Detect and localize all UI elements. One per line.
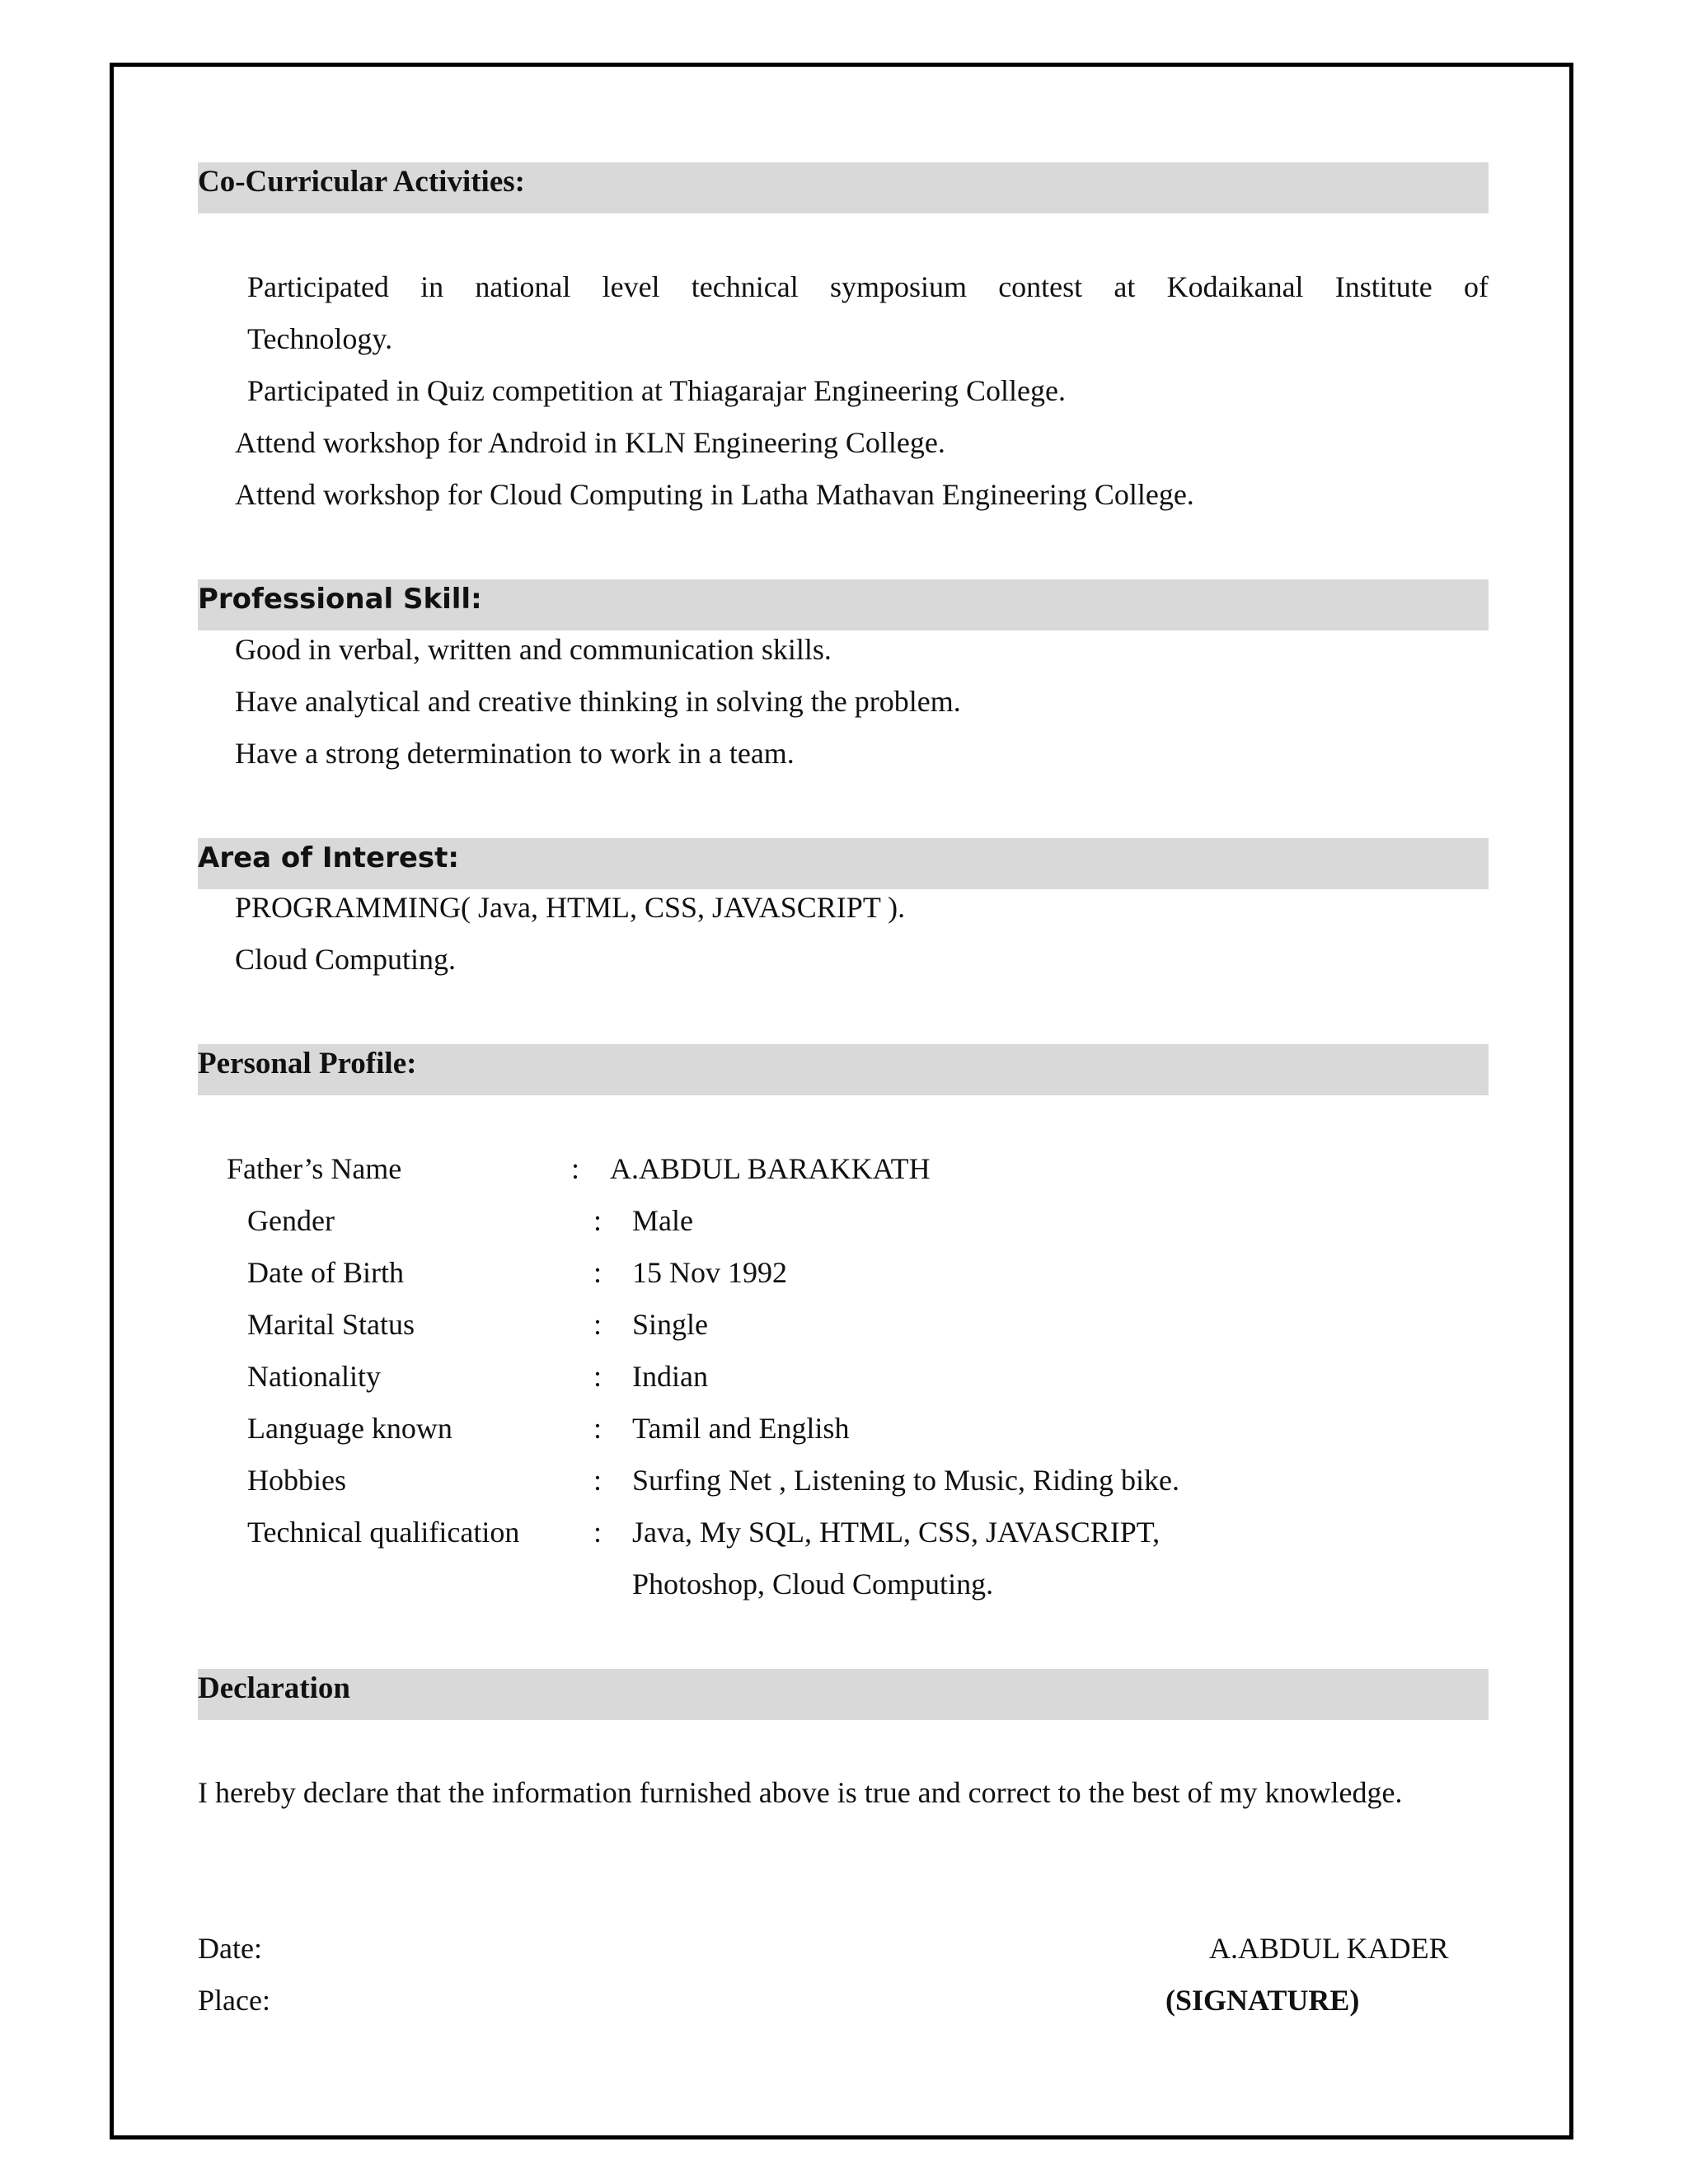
heading-co-curricular: Co-Curricular Activities: [198, 165, 525, 199]
profile-colon: : [593, 1204, 603, 1237]
signatory-name: A.ABDUL KADER [1209, 1932, 1449, 1965]
declaration-text: I hereby declare that the information furnished above is true and correct to the best of my knowledge. [198, 1776, 1403, 1809]
skill-item-1: Good in verbal, written and communication skills. [235, 633, 832, 666]
signature-label: (SIGNATURE) [1165, 1984, 1360, 2017]
skill-item-3: Have a strong determination to work in a team. [235, 737, 795, 770]
heading-declaration: Declaration [198, 1671, 350, 1705]
place-label: Place: [198, 1984, 270, 2017]
profile-value-hobbies: Surfing Net , Listening to Music, Riding bike. [632, 1464, 1179, 1497]
profile-label-nationality: Nationality [247, 1360, 381, 1393]
profile-label-technical-qualification: Technical qualification [247, 1516, 520, 1549]
section-band-declaration [198, 1669, 1489, 1720]
profile-colon: : [593, 1360, 603, 1393]
profile-colon: : [571, 1152, 580, 1185]
profile-value-date-of-birth: 15 Nov 1992 [632, 1256, 787, 1289]
skill-item-2: Have analytical and creative thinking in solving the problem. [235, 685, 961, 718]
heading-area-of-interest: Area of Interest: [198, 841, 459, 874]
profile-label-marital-status: Marital Status [247, 1308, 415, 1341]
profile-colon: : [593, 1464, 603, 1497]
interest-item-2: Cloud Computing. [235, 943, 457, 976]
heading-personal-profile: Personal Profile: [198, 1047, 417, 1080]
profile-colon: : [593, 1308, 603, 1341]
profile-value-fathers-name: A.ABDUL BARAKKATH [610, 1152, 931, 1185]
profile-value-gender: Male [632, 1204, 693, 1237]
profile-colon: : [593, 1412, 603, 1445]
profile-value-nationality: Indian [632, 1360, 708, 1393]
co-curricular-item-2: Participated in Quiz competition at Thiagarajar Engineering College. [247, 374, 1067, 407]
co-curricular-item-4: Attend workshop for Cloud Computing in Latha Mathavan Engineering College. [235, 478, 1194, 511]
co-curricular-item-1: Participated in national level technical symposium contest at Kodaikanal Institute of [247, 270, 1489, 303]
profile-colon: : [593, 1516, 603, 1549]
profile-label-hobbies: Hobbies [247, 1464, 346, 1497]
profile-label-fathers-name: Father’s Name [227, 1152, 402, 1185]
co-curricular-item-1-cont: Technology. [247, 322, 393, 355]
profile-colon: : [593, 1256, 603, 1289]
profile-value-technical-qualification-cont: Photoshop, Cloud Computing. [632, 1568, 994, 1601]
date-label: Date: [198, 1932, 262, 1965]
profile-value-marital-status: Single [632, 1308, 709, 1341]
profile-value-language-known: Tamil and English [632, 1412, 850, 1445]
profile-label-gender: Gender [247, 1204, 335, 1237]
interest-item-1: PROGRAMMING( Java, HTML, CSS, JAVASCRIPT ). [235, 891, 906, 924]
heading-professional-skill: Professional Skill: [198, 583, 482, 616]
co-curricular-item-3: Attend workshop for Android in KLN Engineering College. [235, 426, 945, 459]
profile-value-technical-qualification: Java, My SQL, HTML, CSS, JAVASCRIPT, [632, 1516, 1160, 1549]
profile-label-date-of-birth: Date of Birth [247, 1256, 404, 1289]
profile-label-language-known: Language known [247, 1412, 452, 1445]
